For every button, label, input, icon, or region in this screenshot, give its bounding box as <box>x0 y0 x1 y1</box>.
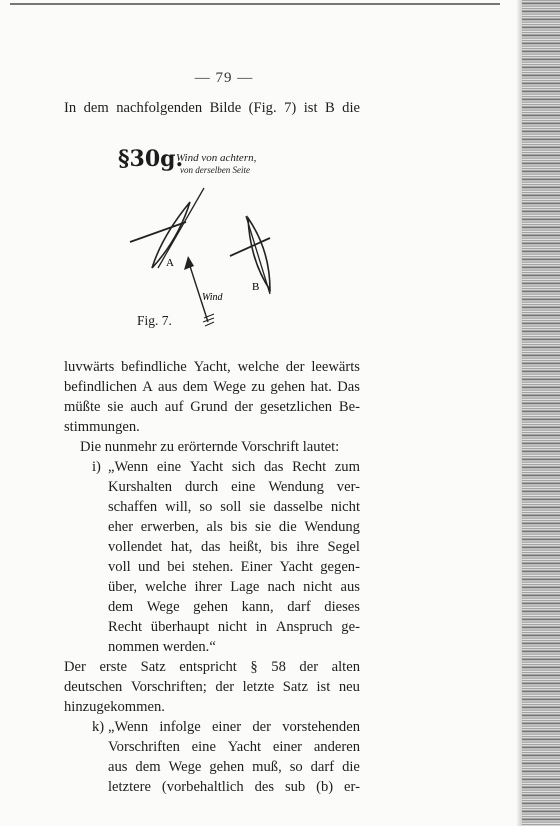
word: nachfolgenden <box>116 100 203 116</box>
item-i-line-9 <box>108 617 360 637</box>
word: Wendung <box>268 479 324 495</box>
word: luvwärts <box>64 359 115 375</box>
word: ihrer <box>194 579 223 595</box>
word: des <box>254 779 275 795</box>
word: hat. <box>310 379 332 395</box>
word: aus <box>158 379 178 395</box>
item-i-line-2 <box>108 477 360 497</box>
word: Yacht <box>279 559 313 575</box>
word: gehen <box>270 379 306 395</box>
word: dem <box>83 100 109 116</box>
word: der <box>252 719 271 735</box>
word: nach <box>267 579 296 595</box>
word: muß, <box>252 759 282 775</box>
word: Segel <box>327 539 360 555</box>
word: Der <box>64 659 86 675</box>
word: darf <box>310 759 335 775</box>
word: eine <box>156 459 182 475</box>
item-i-line-5 <box>108 537 360 557</box>
word: Satz <box>140 659 166 675</box>
word: müßte <box>64 399 101 415</box>
word: nicht <box>303 579 333 595</box>
item-i-marker: i) <box>92 459 101 475</box>
word: dasselbe <box>273 499 323 515</box>
label-b: B <box>252 281 260 293</box>
word: vorstehenden <box>282 719 360 735</box>
word: gehen <box>209 759 245 775</box>
word: nicht <box>330 499 360 515</box>
word: ist <box>303 100 318 116</box>
intro-line <box>64 98 360 118</box>
word: Yacht <box>189 459 224 475</box>
word: erwerben, <box>140 519 199 535</box>
word: sie <box>107 399 124 415</box>
word: dieses <box>324 599 360 615</box>
p1-line-3 <box>64 397 360 417</box>
word: ver- <box>336 479 360 495</box>
word: auf <box>164 399 184 415</box>
word: zu <box>251 379 266 395</box>
word: Kurshalten <box>108 479 173 495</box>
word: Recht <box>108 619 143 635</box>
word: infolge <box>159 719 201 735</box>
word: stehen. <box>192 559 234 575</box>
word: sub <box>284 779 306 795</box>
word: zum <box>334 459 360 475</box>
sailing-diagram <box>110 140 330 340</box>
word: will, <box>165 499 192 515</box>
page-number: — 79 — <box>194 70 254 86</box>
word: Vorschriften; <box>130 679 207 695</box>
word: einer <box>272 739 303 755</box>
word: Wege <box>168 759 202 775</box>
p2-line: Die nunmehr zu erörternde Vorschrift lautet: <box>80 439 340 455</box>
word: dem <box>108 599 134 615</box>
word: Vorschriften <box>108 739 180 755</box>
wind-arrow <box>184 256 214 326</box>
word: Das <box>337 379 360 395</box>
word: B <box>324 100 335 116</box>
word: befindlichen <box>64 379 137 395</box>
figure-section-symbol: §30g. <box>118 146 184 172</box>
label-a: A <box>166 257 174 269</box>
word: das <box>201 539 221 555</box>
word: kann, <box>241 599 274 615</box>
word: darf <box>287 599 311 615</box>
word: Yacht <box>227 739 262 755</box>
label-wind: Wind <box>202 292 223 303</box>
word: § <box>250 659 258 675</box>
item-i-line-3 <box>108 497 360 517</box>
p1-line-1 <box>64 357 360 377</box>
item-i-line-4 <box>108 517 360 537</box>
word: die <box>342 100 360 116</box>
word: überhaupt <box>150 619 210 635</box>
item-i-line-6 <box>108 557 360 577</box>
word: bei <box>167 559 186 575</box>
item-k-line-1 <box>108 717 360 737</box>
p3-line-2 <box>64 677 360 697</box>
word: letzte <box>242 679 275 695</box>
word: In <box>64 100 77 116</box>
word: 58 <box>271 659 286 675</box>
word: dem <box>135 759 161 775</box>
figure-heading-line2: von derselben Seite <box>180 165 250 175</box>
yacht-b <box>230 216 270 294</box>
word: (vorbehaltlich <box>161 779 244 795</box>
word: über, <box>108 579 137 595</box>
word: sich <box>231 459 256 475</box>
word: ist <box>316 679 331 695</box>
word: Anspruch <box>275 619 333 635</box>
word: nicht <box>217 619 248 635</box>
item-k-marker: k) <box>92 719 105 735</box>
top-rule <box>10 3 500 5</box>
p3-line-3: hinzugekommen. <box>64 699 165 715</box>
word: auch <box>130 399 158 415</box>
word: Wege <box>146 599 180 615</box>
word: voll <box>108 559 131 575</box>
word: so <box>199 499 213 515</box>
word: aus <box>108 759 128 775</box>
word: eine <box>191 739 216 755</box>
word: welche <box>145 579 187 595</box>
item-k-line-2 <box>108 737 360 757</box>
word: leewärts <box>311 359 360 375</box>
word: schaffen <box>108 499 158 515</box>
word: Wendung <box>304 519 360 535</box>
word: 7) <box>284 100 297 116</box>
word: Grund <box>190 399 228 415</box>
item-i-line-8 <box>108 597 360 617</box>
word: in <box>255 619 268 635</box>
word: die <box>342 759 360 775</box>
item-k-line-4 <box>108 777 360 797</box>
word: hat, <box>170 539 193 555</box>
figure-caption: Fig. 7. <box>137 313 172 328</box>
book-binding <box>522 0 560 826</box>
word: gehen <box>193 599 229 615</box>
word: vollendet <box>108 539 163 555</box>
word: Satz <box>282 679 308 695</box>
word: Yacht, <box>193 359 231 375</box>
p1-line-2 <box>64 377 360 397</box>
word: das <box>264 459 284 475</box>
word: (Fig. <box>248 100 277 116</box>
word: anderen <box>313 739 360 755</box>
word: A <box>142 379 153 395</box>
word: so <box>289 759 303 775</box>
word: dem <box>182 379 208 395</box>
word: bis <box>270 539 288 555</box>
word: Wege <box>213 379 247 395</box>
word: letztere <box>108 779 151 795</box>
word: Be- <box>338 399 360 415</box>
word: deutschen <box>64 679 123 695</box>
word: gesetzlichen <box>259 399 333 415</box>
word: ge- <box>341 619 360 635</box>
word: aus <box>340 579 360 595</box>
word: Einer <box>240 559 273 575</box>
word: einer <box>211 719 242 735</box>
word: der <box>299 659 319 675</box>
word: erste <box>99 659 128 675</box>
word: „Wenn <box>108 719 149 735</box>
word: eher <box>108 519 134 535</box>
yacht-a <box>130 188 204 268</box>
item-i-line-10: nommen werden.“ <box>108 639 216 655</box>
word: durch <box>184 479 219 495</box>
word: befindliche <box>121 359 187 375</box>
word: heißt, <box>229 539 262 555</box>
word: bis <box>230 519 248 535</box>
word: als <box>206 519 223 535</box>
item-i-line-1 <box>108 457 360 477</box>
word: „Wenn <box>108 459 149 475</box>
word: soll <box>220 499 242 515</box>
word: der <box>234 399 254 415</box>
word: sie <box>249 499 266 515</box>
p3-line-1 <box>64 657 360 677</box>
word: entspricht <box>179 659 237 675</box>
item-k-line-3 <box>108 757 360 777</box>
word: der <box>215 679 235 695</box>
word: ihre <box>296 539 319 555</box>
word: und <box>138 559 160 575</box>
word: alten <box>331 659 360 675</box>
p1-line-4: stimmungen. <box>64 419 140 435</box>
word: Recht <box>292 459 327 475</box>
word: die <box>278 519 297 535</box>
item-i-line-7 <box>108 577 360 597</box>
word: sie <box>255 519 272 535</box>
word: Bilde <box>209 100 242 116</box>
word: (b) <box>316 779 334 795</box>
word: er- <box>344 779 360 795</box>
word: eine <box>231 479 256 495</box>
word: der <box>285 359 305 375</box>
word: gegen- <box>320 559 360 575</box>
word: welche <box>237 359 279 375</box>
figure-heading-line1: Wind von achtern, <box>176 152 257 164</box>
word: neu <box>338 679 360 695</box>
word: Lage <box>230 579 260 595</box>
